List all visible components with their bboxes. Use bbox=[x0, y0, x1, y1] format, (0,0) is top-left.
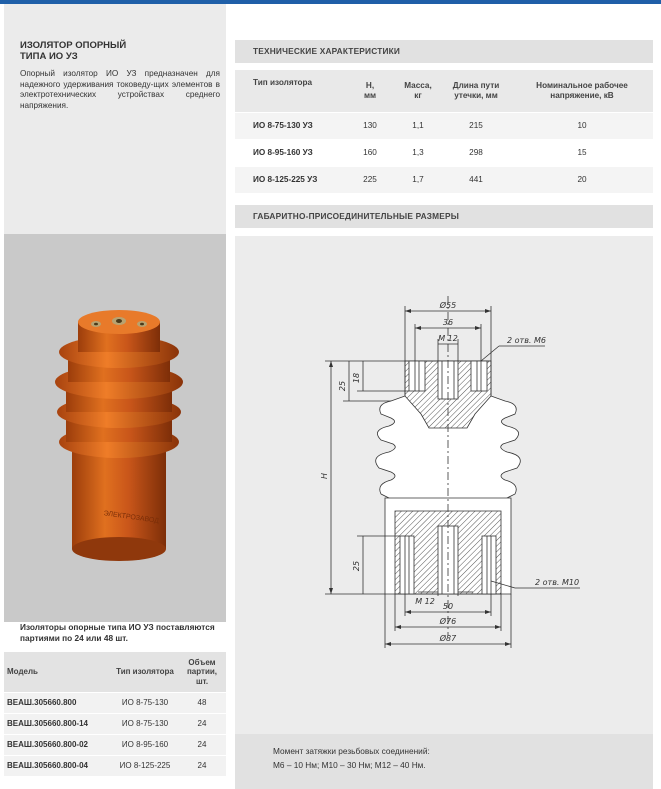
spec-mass: 1,3 bbox=[395, 139, 441, 166]
col-mass-line2: кг bbox=[414, 90, 422, 100]
table-row bbox=[4, 734, 226, 755]
model-code: ВЕАШ.305660.800-04 bbox=[4, 755, 112, 776]
col-mass bbox=[395, 70, 441, 112]
col-insulator-type: Тип изолятора bbox=[235, 70, 345, 112]
spec-type: ИО 8-125-225 УЗ bbox=[235, 166, 345, 193]
col-leakage-line1: Длина пути bbox=[452, 80, 500, 90]
delivery-note: Изоляторы опорные типа ИО УЗ поставляются партиями по 24 или 48 шт. bbox=[20, 622, 215, 643]
table-row bbox=[4, 713, 226, 734]
model-code: ВЕАШ.305660.800 bbox=[4, 692, 112, 713]
col-voltage-line2: напряжение, кВ bbox=[550, 90, 614, 100]
table-row bbox=[235, 166, 653, 193]
spec-leakage: 441 bbox=[441, 166, 511, 193]
table-row bbox=[235, 139, 653, 166]
col-leakage-line2: утечки, мм bbox=[454, 90, 498, 100]
dim-m12-top: M 12 bbox=[438, 334, 458, 343]
dimensions-section-header: ГАБАРИТНО-ПРИСОЕДИНИТЕЛЬНЫЕ РАЗМЕРЫ bbox=[235, 205, 653, 228]
model-type: ИО 8-75-130 bbox=[112, 692, 178, 713]
col-mass-line1: Масса, bbox=[404, 80, 432, 90]
spec-voltage: 20 bbox=[511, 166, 653, 193]
insulator-photo bbox=[34, 294, 204, 574]
dim-holes-m6: 2 отв. M6 bbox=[507, 336, 546, 345]
col-type: Тип изолятора bbox=[112, 652, 178, 692]
table-row bbox=[235, 112, 653, 139]
dim-d55: Ø55 bbox=[439, 301, 457, 310]
col-height-line2: мм bbox=[363, 90, 377, 100]
model-qty: 48 bbox=[178, 692, 226, 713]
torque-line2: М6 – 10 Нм; М10 – 30 Нм; М12 – 40 Нм. bbox=[273, 760, 426, 770]
models-table-header bbox=[4, 652, 226, 692]
col-qty: Объем партии, шт. bbox=[178, 652, 226, 692]
dim-m12-bottom: M 12 bbox=[415, 597, 435, 606]
dim-50: 50 bbox=[442, 602, 454, 611]
product-description: Опорный изолятор ИО УЗ предназначен для надежного удерживания токоведу-щих элементов в электротехнических устройствах среднего напряжения. bbox=[20, 69, 220, 110]
model-qty: 24 bbox=[178, 755, 226, 776]
dim-d87: Ø87 bbox=[439, 634, 457, 643]
product-photo-panel bbox=[4, 234, 226, 622]
spec-voltage: 15 bbox=[511, 139, 653, 166]
models-table bbox=[4, 652, 226, 776]
spec-voltage: 10 bbox=[511, 112, 653, 139]
dim-holes-m10: 2 отв. M10 bbox=[535, 578, 580, 587]
spec-leakage: 298 bbox=[441, 139, 511, 166]
specs-section-header: ТЕХНИЧЕСКИЕ ХАРАКТЕРИСТИКИ bbox=[235, 40, 653, 63]
col-height bbox=[345, 70, 395, 112]
specs-table-header bbox=[235, 70, 653, 112]
model-qty: 24 bbox=[178, 734, 226, 755]
spec-mass: 1,7 bbox=[395, 166, 441, 193]
photo-embossed-label: ЭЛЕКТРОЗАВОД bbox=[103, 510, 160, 525]
model-code: ВЕАШ.305660.800-02 bbox=[4, 734, 112, 755]
model-type: ИО 8-125-225 bbox=[112, 755, 178, 776]
dim-18: 18 bbox=[352, 372, 361, 384]
torque-note bbox=[235, 734, 653, 789]
product-title-line2: ТИПА ИО УЗ bbox=[20, 51, 78, 62]
dim-36: 36 bbox=[442, 318, 454, 327]
spec-type: ИО 8-75-130 УЗ bbox=[235, 112, 345, 139]
col-voltage bbox=[511, 70, 653, 112]
model-type: ИО 8-75-130 bbox=[112, 713, 178, 734]
specs-table bbox=[235, 70, 653, 193]
dimension-drawing bbox=[235, 236, 653, 734]
spec-height: 160 bbox=[345, 139, 395, 166]
dim-25-top: 25 bbox=[338, 380, 347, 392]
spec-height: 225 bbox=[345, 166, 395, 193]
dim-d76: Ø76 bbox=[439, 617, 457, 626]
model-code: ВЕАШ.305660.800-14 bbox=[4, 713, 112, 734]
spec-leakage: 215 bbox=[441, 112, 511, 139]
col-model: Модель bbox=[4, 652, 112, 692]
dim-h: H bbox=[320, 472, 329, 480]
spec-type: ИО 8-95-160 УЗ bbox=[235, 139, 345, 166]
torque-line1: Момент затяжки резьбовых соединений: bbox=[273, 746, 430, 756]
table-row bbox=[4, 755, 226, 776]
spec-height: 130 bbox=[345, 112, 395, 139]
col-voltage-line1: Номинальное рабочее bbox=[536, 80, 628, 90]
col-leakage bbox=[441, 70, 511, 112]
model-type: ИО 8-95-160 bbox=[112, 734, 178, 755]
model-qty: 24 bbox=[178, 713, 226, 734]
product-title bbox=[20, 40, 220, 62]
dimension-drawing-panel bbox=[235, 236, 653, 734]
product-title-line1: ИЗОЛЯТОР ОПОРНЫЙ bbox=[20, 40, 127, 51]
col-height-line1: Н, bbox=[365, 80, 375, 90]
table-row bbox=[4, 692, 226, 713]
spec-mass: 1,1 bbox=[395, 112, 441, 139]
dim-25-bottom: 25 bbox=[352, 560, 361, 572]
intro-panel bbox=[4, 4, 226, 234]
